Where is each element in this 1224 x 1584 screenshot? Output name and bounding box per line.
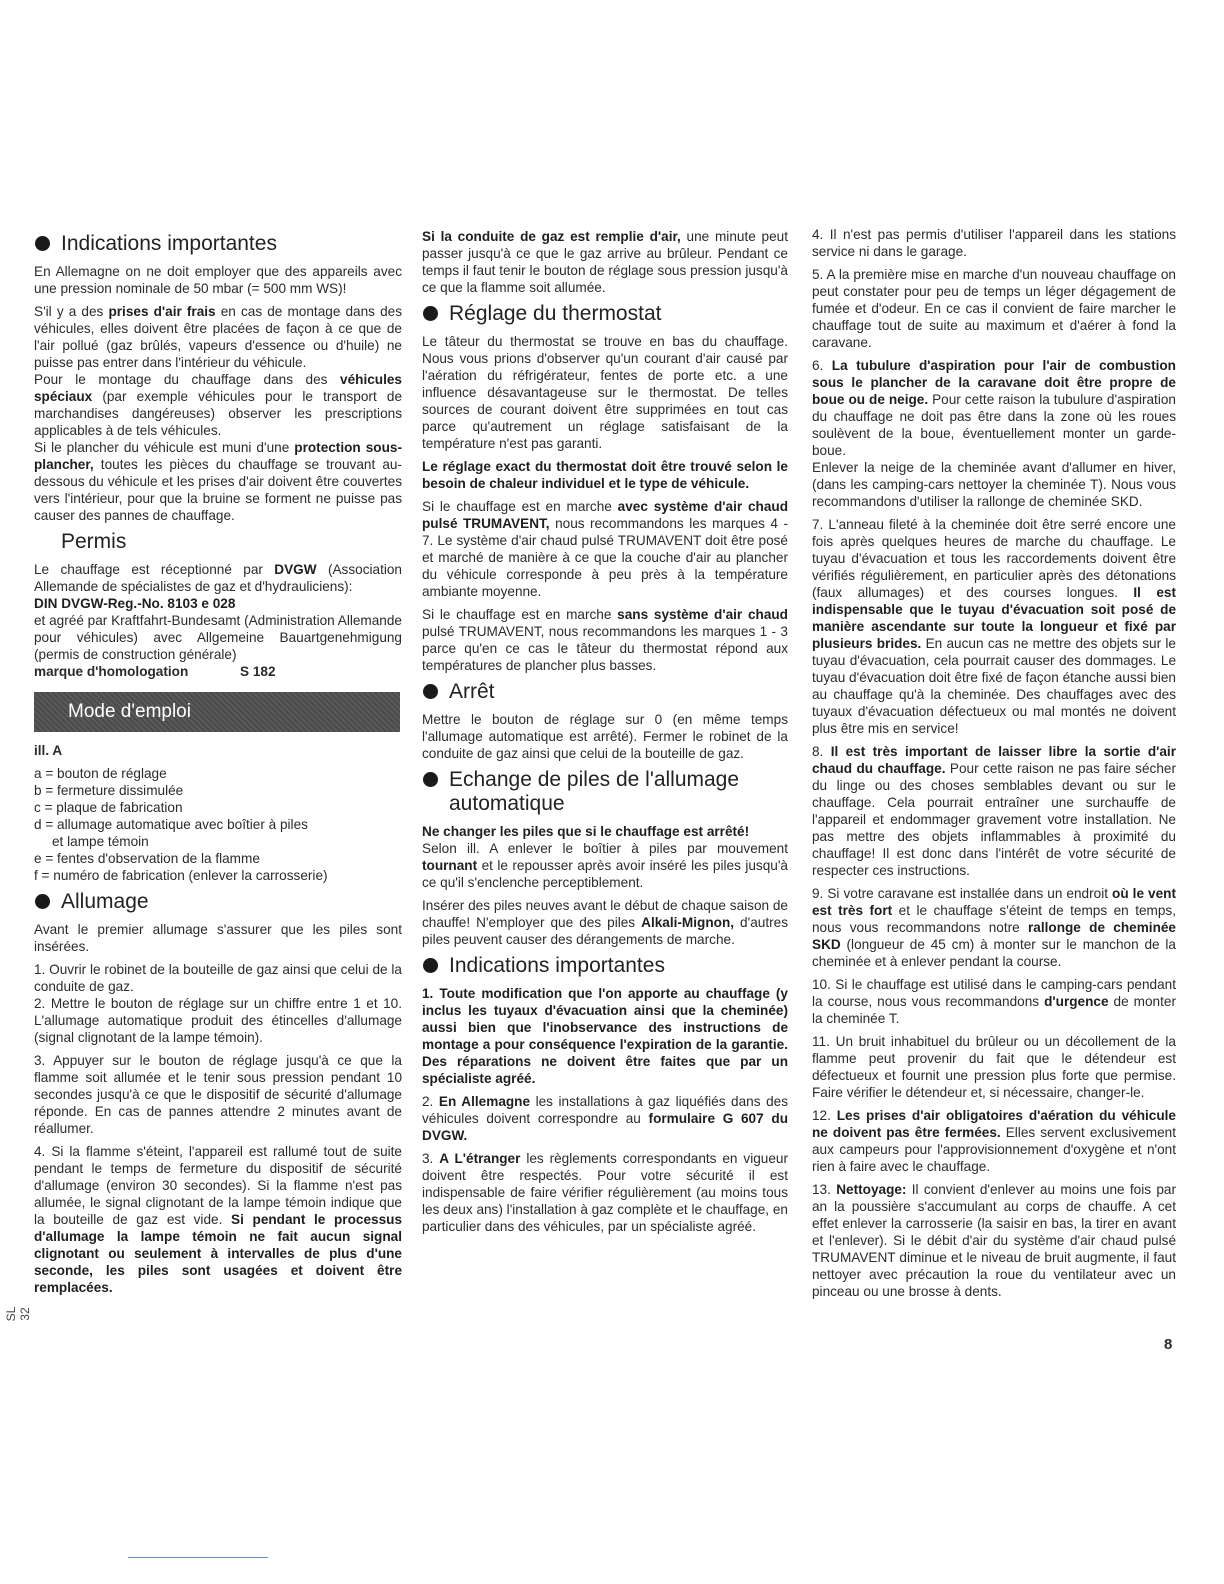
paragraph: Le chauffage est réceptionné par DVGW (Association Allemande de spécialistes de gaz et d'hydrauliciens): DIN DVGW-Reg.-No. 8103 e 028 [34,562,402,611]
paragraph: 6. La tubulure d'aspiration pour l'air de combustion sous le plancher de la caravane doit être propre de boue ou de neige. Pour cette raison la tubulure d'aspiration du chauffage ne doit pas être dans la zone où les roues soulèvent de la boue, éventuellement monter un garde-boue. [812,358,1176,458]
paragraph: Ne changer les piles que si le chauffage est arrêté! [422,824,750,839]
paragraph: 12. Les prises d'air obligatoires d'aération du véhicule ne doivent pas être fermées. Elles servent exclusivement aux campeurs pour l'approvisionnement d'oxygène et n'ont rien à faire avec le chauffage. [812,1108,1176,1174]
paragraph: 3. Appuyer sur le bouton de réglage jusqu'à ce que la flamme soit allumée et le tenir sous pression pendant 10 secondes jusqu'à ce que le dispositif de sécurité d'allumage réponde. En cas de pannes attendre 2 minutes avant de réallumer. [34,1053,402,1136]
legend-list [34,765,402,884]
column-middle [422,228,788,1241]
paragraph: Pour le montage du chauffage dans des véhicules spéciaux (par exemple véhicules pour le transport de marchandises dangéreuses) observer les prescriptions applicables à de tels véhicules. [34,372,402,438]
list-item: et lampe témoin [52,834,149,849]
bullet-icon [423,684,438,699]
list-item: a = bouton de réglage [34,766,167,781]
heading-permis: Permis [61,530,127,553]
paragraph: 9. Si votre caravane est installée dans un endroit où le vent est très fort et le chauffage s'éteint de temps en temps, nous vous recommandons notre rallonge de cheminée SKD (longueur de 45 cm) à monter sur le manchon de la cheminée et à enlever pendant la course. [812,886,1176,969]
bullet-icon [423,306,438,321]
paragraph: Selon ill. A enlever le boîtier à piles par mouvement tournant et le repousser après avoir inséré les piles jusqu'à ce qu'il s'enclenche perceptiblement. [422,841,788,890]
paragraph: 2. En Allemagne les installations à gaz liquéfiés dans des véhicules doivent correspondre au formulaire G 607 du DVGW. [422,1094,788,1143]
paragraph: 4. Il n'est pas permis d'utiliser l'appareil dans les stations service ni dans le garage. [812,227,1176,259]
paragraph: S'il y a des prises d'air frais en cas de montage dans des véhicules, elles doivent être placées de façon à ce que de l'air pollué (gaz brûlés, vapeurs d'essence ou d'huile) ne puisse pas entrer dans l'intérieur du véhicule. [34,304,403,370]
paragraph: Enlever la neige de la cheminée avant d'allumer en hiver, (dans les camping-cars nettoyer la cheminée T). Nous vous recommandons d'utiliser la rallonge de cheminée SKD. [812,460,1176,509]
bullet-icon [35,236,50,251]
paragraph: 2. Mettre le bouton de réglage sur un chiffre entre 1 et 10. L'allumage automatique produit des étincelles d'allumage (signal clignotant de la lampe témoin). [34,996,402,1045]
paragraph: 5. A la première mise en marche d'un nouveau chauffage on peut constater pour peu de temps un léger dégagement de fumée et d'odeur. En ce cas il convient de faire marcher le chauffage tout de suite au maximum et d'aérer à fond la caravane. [812,267,1176,350]
heading-reglage-thermostat: Réglage du thermostat [422,302,788,326]
paragraph: et agréé par Kraftfahrt-Bundesamt (Administration Allemande pour véhicules) avec Allgemeine Bauartgenehmigung (permis de construction générale) [34,613,402,662]
heading-echange-piles: Echange de piles de l'allumage automatique [422,768,788,816]
paragraph: 11. Un bruit inhabituel du brûleur ou un décollement de la flamme peut provenir du fait que le détendeur est défectueux et fournit une pression plus forte que permise. Faire vérifier le détendeur et, si nécessaire, changer-le. [812,1034,1176,1100]
illustration-label: ill. A [34,743,63,758]
list-item: b = fermeture dissimulée [34,783,184,798]
paragraph: Insérer des piles neuves avant le début de chaque saison de chauffe! N'employer que des piles Alkali-Mignon, d'autres piles peuvent causer des dérangements de marche. [422,898,788,947]
paragraph: Si le chauffage est en marche avec système d'air chaud pulsé TRUMAVENT, nous recommandons les marques 4 - 7. Le système d'air chaud pulsé TRUMAVENT doit être posé et marché de manière à ce que la couche d'air au plancher du véhicule corresponde à peu près à la température ambiante moyenne. [422,499,789,599]
paragraph: 3. A L'étranger les règlements correspondants en vigueur doivent être respectés. Pour votre sécurité il est indispensable de faire vérifier régulièrement (au moins tous les deux ans) l'installation à gaz complète et le chauffage, en particulier dans des véhicules, par un spécialiste agréé. [422,1151,788,1234]
bullet-icon [35,894,50,909]
bullet-icon [423,958,438,973]
heading-arret: Arrêt [422,680,788,704]
list-item: c = plaque de fabrication [34,800,183,815]
heading-indications-importantes: Indications importantes [34,232,402,256]
paragraph: 10. Si le chauffage est utilisé dans le camping-cars pendant la course, nous vous recommandons d'urgence de monter la cheminée T. [812,977,1176,1026]
paragraph: Le réglage exact du thermostat doit être trouvé selon le besoin de chaleur individuel et le type de véhicule. [422,459,788,491]
paragraph: 4. Si la flamme s'éteint, l'appareil est rallumé tout de suite pendant le temps de fermeture du dispositif de sécurité d'allumage (environ 30 secondes). Si la flamme n'est pas allumée, le signal clignotant de la lampe témoin indique que la bouteille de gaz est vide. Si pendant le processus d'allumage la lampe témoin ne fait aucun signal clignotant ou seulement à intervalles de plus d'une seconde, les piles sont usagées et doivent être remplacées. [34,1144,403,1295]
document-code: SL 32 [4,1306,32,1322]
paragraph: Si le chauffage est en marche sans système d'air chaud pulsé TRUMAVENT, nous recommandons les marques 1 - 3 parce qu'en ce cas le tâteur du thermostat répond aux températures de plancher plus basses. [422,607,788,673]
page-number: 8 [1164,1336,1173,1353]
homologation-mark: marque d'homologation S 182 [34,664,276,679]
column-right [812,226,1176,1306]
list-item: e = fentes d'observation de la flamme [34,851,260,866]
paragraph: Si le plancher du véhicule est muni d'une protection sous-plancher, toutes les pièces du chauffage se trouvant au-dessous du véhicule et les prises d'air doivent être couvertes vers l'intérieur, pour que la bruine se forment ne puisse pas causer des pannes de chauffage. [34,440,402,523]
heading-allumage: Allumage [34,890,402,914]
paragraph: 8. Il est très important de laisser libre la sortie d'air chaud du chauffage. Pour cette raison ne pas faire sécher du linge ou des choses semblables devant ou sur le chauffage. Cela pourrait entraîner une surchauffe de l'appareil et endommager gravement votre installation. Ne pas mettre des objets inflammables à proximité du chauffage! Il est donc dans l'intérêt de votre sécurité de respecter ces instructions. [812,744,1176,878]
paragraph: Avant le premier allumage s'assurer que les piles sont insérées. [34,922,402,954]
footer-divider [128,1557,268,1558]
section-banner-mode-emploi: Mode d'emploi [34,692,400,732]
list-item: f = numéro de fabrication (enlever la carrosserie) [34,868,328,883]
paragraph: En Allemagne on ne doit employer que des appareils avec une pression nominale de 50 mbar (= 500 mm WS)! [34,264,402,296]
paragraph: Si la conduite de gaz est remplie d'air, une minute peut passer jusqu'à ce que le gaz arrive au brûleur. Pendant ce temps il faut tenir le bouton de réglage sous pression jusqu'à ce que la flamme soit allumée. [422,229,788,295]
paragraph: Mettre le bouton de réglage sur 0 (en même temps l'allumage automatique est arrêté). Fermer le robinet de la conduite de gaz ainsi que celui de la bouteille de gaz. [422,712,788,761]
column-left [34,226,402,1302]
heading-indications-importantes-2: Indications importantes [422,954,788,978]
paragraph: Le tâteur du thermostat se trouve en bas du chauffage. Nous vous prions d'observer qu'un courant d'air causé par l'aération du réfrigérateur, fentes de porte etc. a une influence désavantageuse sur le thermostat. De telles sources de courant doivent être supprimées en tout cas parce qu'autrement un réglage satisfaisant de la température n'est pas garanti. [422,334,788,451]
bullet-icon [423,772,438,787]
paragraph: 7. L'anneau fileté à la cheminée doit être serré encore une fois après quelques heures de marche du chauffage. Le tuyau d'évacuation et tous les raccordements doivent être vérifiés régulièrement, en particulier après des détonations (faux allumages) et des courses longues. Il est indispensable que le tuyau d'évacuation soit posé de manière ascendante sur toute la longueur et fixé par plusieurs brides. En aucun cas ne mettre des objets sur le tuyau d'évacuation, cela pourrait causer des dommages. Le tuyau d'évacuation doit être fixé de façon étanche aussi bien au chauffage qu'à la cheminée. Des chauffages avec des tuyaux d'évacuation défectueux ou mal montés ne doivent plus être mis en service! [812,517,1176,736]
paragraph: 1. Ouvrir le robinet de la bouteille de gaz ainsi que celui de la conduite de gaz. [34,962,402,994]
list-item: d = allumage automatique avec boîtier à piles [34,817,308,832]
paragraph: 1. Toute modification que l'on apporte au chauffage (y inclus les tuyaux d'évacuation ainsi que la cheminée) aussi bien que l'inobservance des instructions de montage a pour conséquence l'expiration de la garantie. Des réparations ne doivent être faites que par un spécialiste agréé. [422,986,788,1086]
paragraph: 13. Nettoyage: Il convient d'enlever au moins une fois par an la poussière s'accumulant au corps de chauffe. A cet effet enlever la carrosserie (la saisir en bas, la tirer en avant et l'enlever). Si le débit d'air du système d'air chaud pulsé TRUMAVENT diminue et le niveau de bruit augmente, il faut nettoyer avec précaution la roue du ventilateur avec un pinceau ou une brosse à dents. [812,1182,1176,1299]
